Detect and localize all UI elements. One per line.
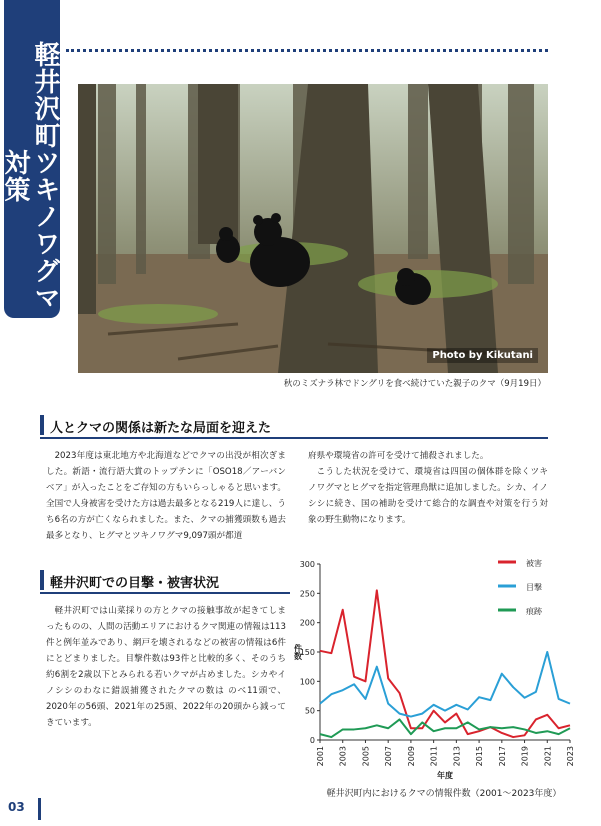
- section1-col2: 府県や環境省の許可を受けて捕殺されました。 こうした状況を受けて、環境省は四国の個体群を除くツキノワグマとヒグマを指定管理鳥獣に追加しました。シカ、イノシシに続き、国の補助を受けて総合的な調査や対策を行う対象の野生動物になります。: [308, 451, 548, 525]
- y-tick-label: 50: [304, 706, 315, 716]
- x-axis-title: 年度: [437, 771, 453, 780]
- section1-marker: [40, 415, 44, 435]
- page-number-bar: [38, 798, 41, 820]
- section1-rule: [40, 437, 548, 439]
- photo-credit: Photo by Kikutani: [427, 348, 538, 363]
- x-tick-label: 2005: [361, 746, 371, 767]
- x-tick-label: 2019: [520, 746, 530, 767]
- section1-title: 人とクマの関係は新たな局面を迎えた: [50, 421, 272, 436]
- dotted-divider: [66, 49, 548, 52]
- x-tick-label: 2017: [497, 746, 507, 767]
- section1-col1: 2023年度は東北地方や北海道などでクマの出没が相次ぎました。新語・流行語大賞のトップテンに「OSO18／アーバンベア」が入ったことをご存知の方もいらっしゃると思います。全国で人身被害を受けた方は過去最多となる219人に達し、うち6名の方が亡くなられました。また、クマの捕獲頭数も過去最多となり、ヒグマとツキノワグマ9,097頭が都道: [46, 451, 286, 541]
- section2-rule: [40, 592, 290, 594]
- bear-photo: [78, 84, 548, 373]
- y-tick-label: 200: [299, 618, 315, 628]
- page-number: 03: [8, 800, 25, 814]
- side-title-tab: [0, 0, 60, 318]
- x-tick-label: 2003: [338, 746, 348, 767]
- legend-label-0: 被害: [526, 559, 542, 568]
- x-tick-label: 2001: [316, 746, 325, 767]
- y-tick-label: 250: [299, 589, 315, 599]
- x-tick-label: 2023: [566, 746, 575, 767]
- legend-label-2: 痕跡: [526, 607, 542, 616]
- chart-caption: 軽井沢町内におけるクマの情報件数（2001〜2023年度）: [326, 789, 562, 799]
- x-tick-label: 2015: [475, 746, 485, 767]
- x-tick-label: 2013: [452, 746, 462, 767]
- bear-report-chart: [286, 556, 576, 786]
- x-tick-label: 2007: [384, 746, 394, 767]
- section2-title: 軽井沢町での目撃・被害状況: [50, 576, 220, 591]
- y-tick-label: 300: [299, 560, 315, 569]
- section2-marker: [40, 570, 44, 590]
- legend-label-1: 目撃: [526, 583, 542, 592]
- y-tick-label: 100: [299, 677, 315, 687]
- photo-caption: 秋のミズナラ林でドングリを食べ続けていた親子のクマ（9月19日）: [283, 379, 546, 389]
- series-line-1: [320, 652, 570, 717]
- x-tick-label: 2009: [406, 746, 416, 767]
- y-tick-label: 0: [309, 736, 315, 745]
- forest-bears-illustration: [78, 84, 548, 373]
- side-title: 軽井沢町ツキノワグマ対策: [0, 41, 60, 311]
- x-tick-label: 2011: [429, 746, 439, 767]
- section2-text: 軽井沢町では山菜採りの方とクマの接触事故が起きてしまったものの、人間の活動エリアにおけるクマ関連の情報は113件と例年並みであり、網戸を壊されるなどの被害の情報は6件にとどまりました。目撃件数は93件と比較的多く、そのうち約6割を2歳以下とみられる若いクマが占めました。シカやイノシシのわなに錯誤捕獲されたクマの数は のべ11頭で、2020年の56頭、2021年の25頭、2022年の20頭から減ってきています。: [46, 606, 286, 728]
- y-axis-title: 件数: [293, 644, 303, 660]
- y-tick-label: 150: [299, 648, 315, 657]
- x-tick-label: 2021: [543, 746, 553, 767]
